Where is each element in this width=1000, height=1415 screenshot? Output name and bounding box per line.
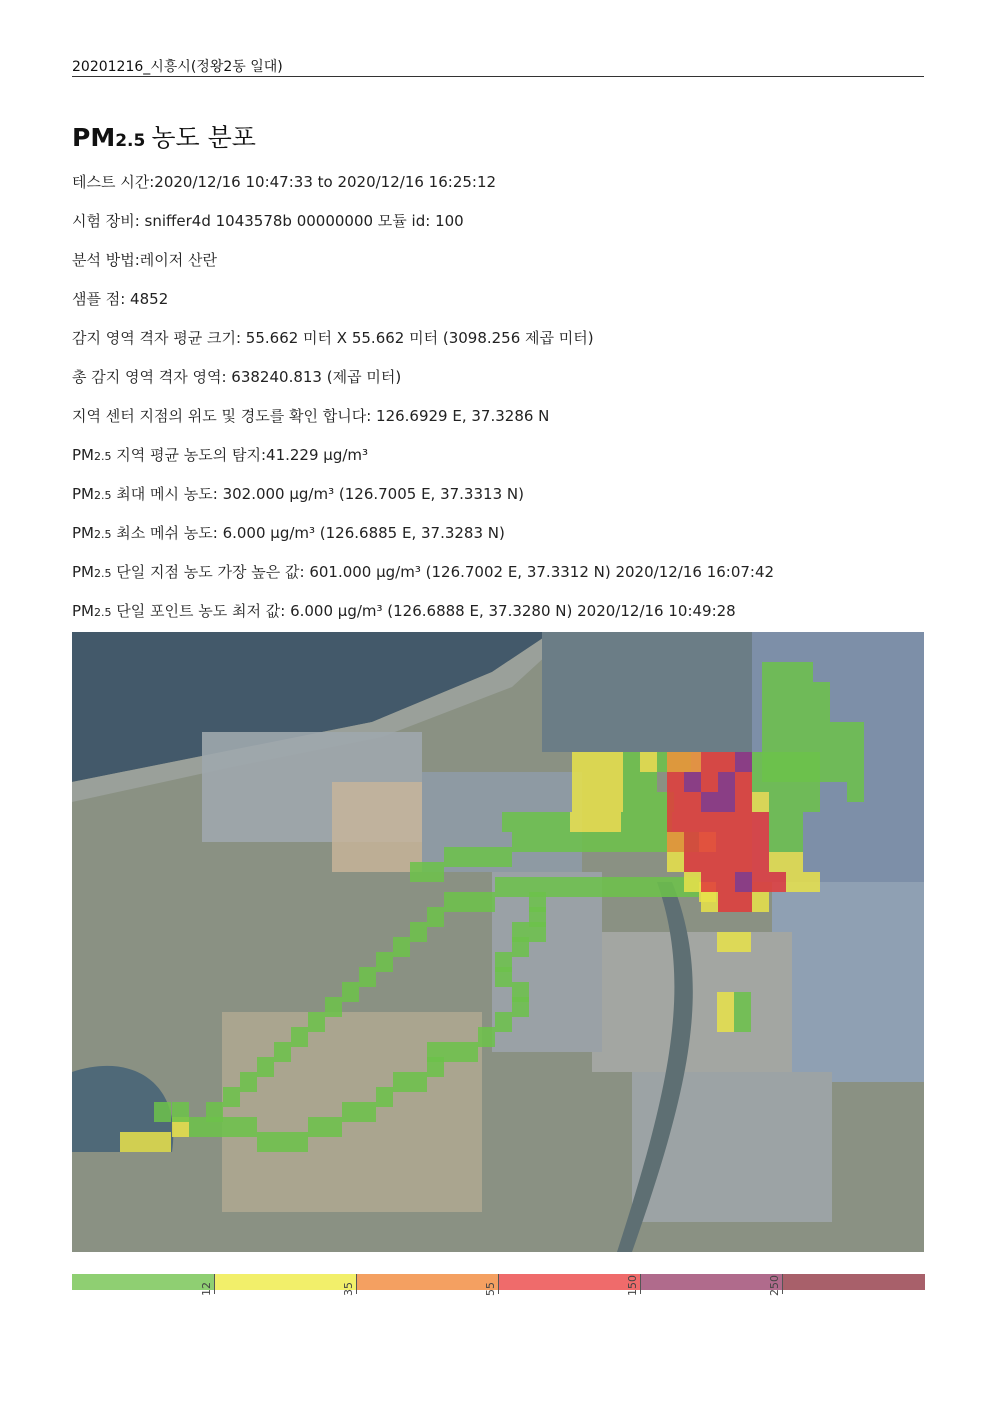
heatmap-cell bbox=[701, 792, 718, 812]
info-test-time: 테스트 시간:2020/12/16 10:47:33 to 2020/12/16 16:25:12 bbox=[72, 173, 497, 191]
info-grid-size: 감지 영역 격자 평균 크기: 55.662 미터 X 55.662 미터 (3098.256 제곱 미터) bbox=[72, 329, 594, 347]
heatmap-cell bbox=[342, 1102, 359, 1122]
heatmap-cell bbox=[667, 812, 684, 832]
heatmap-cell bbox=[735, 752, 752, 772]
heatmap-cell bbox=[786, 872, 803, 892]
heatmap-cell bbox=[847, 782, 864, 802]
heatmap-cell bbox=[752, 872, 769, 892]
scale-segment bbox=[640, 1274, 783, 1290]
heatmap-cell bbox=[667, 792, 684, 812]
heatmap-cell bbox=[546, 877, 563, 897]
heatmap-cell bbox=[779, 722, 796, 742]
info-max-point: PM2.5 단일 지점 농도 가장 높은 값: 601.000 μg/m³ (126.7002 E, 37.3312 N) 2020/12/16 16:07:42 bbox=[72, 563, 775, 581]
scale-segment bbox=[498, 1274, 641, 1290]
heatmap-cell bbox=[769, 852, 786, 872]
heatmap-cell bbox=[291, 1027, 308, 1047]
heatmap-cell bbox=[796, 662, 813, 682]
heatmap-cell bbox=[589, 752, 606, 772]
heatmap-cell bbox=[461, 892, 478, 912]
heatmap-cell bbox=[813, 742, 830, 762]
heatmap-cell bbox=[325, 1117, 342, 1137]
heatmap-cell bbox=[623, 772, 640, 792]
scale-tick bbox=[356, 1274, 357, 1294]
heatmap-cell bbox=[718, 772, 735, 792]
heatmap-cell bbox=[830, 722, 847, 742]
heatmap-cell bbox=[570, 812, 587, 832]
heatmap-cell bbox=[589, 772, 606, 792]
info-lines bbox=[72, 172, 932, 640]
heatmap-cell bbox=[803, 792, 820, 812]
info-max-grid: PM2.5 최대 메시 농도: 302.000 μg/m³ (126.7005 E, 37.3313 N) bbox=[72, 485, 524, 503]
heatmap-cell bbox=[325, 997, 342, 1017]
heatmap-cell bbox=[665, 877, 682, 897]
heatmap-cell bbox=[796, 762, 813, 782]
heatmap-cell bbox=[762, 742, 779, 762]
scale-tick-label: 150 bbox=[626, 1275, 639, 1296]
heatmap-cell bbox=[614, 877, 631, 897]
scale-tick bbox=[498, 1274, 499, 1294]
heatmap-cell bbox=[667, 752, 684, 772]
scale-tick bbox=[640, 1274, 641, 1294]
heatmap-cell bbox=[587, 812, 604, 832]
heatmap-cell bbox=[718, 852, 735, 872]
heatmap-cell bbox=[461, 847, 478, 867]
heatmap-cell bbox=[701, 832, 718, 852]
scale-tick bbox=[214, 1274, 215, 1294]
heatmap-cell bbox=[701, 812, 718, 832]
heatmap-cell bbox=[444, 847, 461, 867]
heatmap-cell bbox=[762, 702, 779, 722]
scale-segment bbox=[782, 1274, 925, 1290]
heatmap-cell bbox=[684, 772, 701, 792]
heatmap-cell bbox=[735, 772, 752, 792]
heatmap-cell bbox=[717, 1012, 734, 1032]
heatmap-cell bbox=[257, 1132, 274, 1152]
heatmap-cell bbox=[734, 932, 751, 952]
heatmap-cell bbox=[580, 832, 597, 852]
info-min-point: PM2.5 단일 포인트 농도 최저 값: 6.000 μg/m³ (126.6888 E, 37.3280 N) 2020/12/16 10:49:28 bbox=[72, 602, 736, 620]
heatmap-cell bbox=[779, 702, 796, 722]
heatmap-cell bbox=[813, 762, 830, 782]
heatmap-cell bbox=[274, 1132, 291, 1152]
title-pm: PM bbox=[72, 123, 116, 152]
heatmap-cell bbox=[735, 892, 752, 912]
heatmap-cell bbox=[796, 722, 813, 742]
info-min-grid: PM2.5 최소 메쉬 농도: 6.000 μg/m³ (126.6885 E, 37.3283 N) bbox=[72, 524, 505, 542]
heatmap-cell bbox=[606, 772, 623, 792]
heatmap-cell bbox=[718, 752, 735, 772]
heatmap-cell bbox=[735, 872, 752, 892]
heatmap-cell bbox=[684, 752, 701, 772]
heatmap-cell bbox=[667, 852, 684, 872]
scale-tick bbox=[782, 1274, 783, 1294]
heatmap-cell bbox=[478, 847, 495, 867]
heatmap-cell bbox=[796, 682, 813, 702]
heatmap-cell bbox=[701, 752, 718, 772]
page-header: 20201216_시흥시(정왕2동 일대) bbox=[72, 60, 924, 77]
heatmap-cell bbox=[606, 792, 623, 812]
heatmap-cell bbox=[631, 877, 648, 897]
heatmap-cell bbox=[410, 922, 427, 942]
heatmap-cell bbox=[621, 812, 638, 832]
heatmap-cell bbox=[512, 922, 529, 942]
heatmap-cell bbox=[786, 812, 803, 832]
heatmap-cell bbox=[223, 1117, 240, 1137]
heatmap-cell bbox=[410, 862, 427, 882]
heatmap-cell bbox=[427, 1042, 444, 1062]
heatmap-cell bbox=[640, 792, 657, 812]
scale-segment bbox=[214, 1274, 357, 1290]
heatmap-cell bbox=[796, 702, 813, 722]
heatmap-cell bbox=[762, 722, 779, 742]
heatmap-cell bbox=[735, 792, 752, 812]
info-total-area: 총 감지 영역 격자 영역: 638240.813 (제곱 미터) bbox=[72, 368, 402, 386]
heatmap-cell bbox=[769, 792, 786, 812]
heatmap-cell bbox=[495, 877, 512, 897]
heatmap-cell bbox=[308, 1012, 325, 1032]
heatmap-cell bbox=[769, 832, 786, 852]
heatmap-cell bbox=[786, 852, 803, 872]
heatmap-cell bbox=[847, 762, 864, 782]
satellite-heatmap bbox=[72, 632, 924, 1252]
heatmap-cell bbox=[640, 772, 657, 792]
heatmap-cell bbox=[752, 812, 769, 832]
heatmap-cell bbox=[735, 832, 752, 852]
heatmap-cell bbox=[495, 952, 512, 972]
heatmap-cell bbox=[495, 1012, 512, 1032]
heatmap-cell bbox=[648, 877, 665, 897]
heatmap-cell bbox=[614, 832, 631, 852]
heatmap-cell bbox=[752, 792, 769, 812]
heatmap-cell bbox=[291, 1132, 308, 1152]
info-equipment: 시험 장비: sniffer4d 1043578b 00000000 모듈 id: 100 bbox=[72, 212, 464, 230]
heatmap-cell bbox=[717, 992, 734, 1012]
heatmap-cell bbox=[701, 872, 718, 892]
heatmap-cell bbox=[393, 937, 410, 957]
heatmap-cell bbox=[684, 812, 701, 832]
heatmap-cell bbox=[718, 892, 735, 912]
heatmap-cell bbox=[257, 1057, 274, 1077]
info-average: PM2.5 지역 평균 농도의 탐지:41.229 μg/m³ bbox=[72, 446, 369, 464]
heatmap-cell bbox=[752, 832, 769, 852]
heatmap-cell bbox=[572, 772, 589, 792]
color-scale bbox=[72, 1274, 924, 1296]
heatmap-cell bbox=[342, 982, 359, 1002]
heatmap-cell bbox=[563, 832, 580, 852]
heatmap-cell bbox=[172, 1102, 189, 1122]
heatmap-cell bbox=[444, 892, 461, 912]
heatmap-cell bbox=[444, 1042, 461, 1062]
heatmap-cell bbox=[597, 877, 614, 897]
heatmap-cell bbox=[684, 792, 701, 812]
heatmap-cell bbox=[762, 682, 779, 702]
heatmap-cell bbox=[830, 762, 847, 782]
heatmap-cell bbox=[223, 1087, 240, 1107]
heatmap-cell bbox=[762, 662, 779, 682]
heatmap-cell bbox=[667, 772, 684, 792]
heatmap-cell bbox=[701, 772, 718, 792]
heatmap-cell bbox=[376, 952, 393, 972]
title-subscript: 2.5 bbox=[115, 131, 146, 151]
heatmap-cell bbox=[393, 1072, 410, 1092]
heatmap-cell bbox=[519, 812, 536, 832]
heatmap-cell bbox=[847, 742, 864, 762]
heatmap-cell bbox=[667, 832, 684, 852]
heatmap-cell bbox=[512, 982, 529, 1002]
heatmap-cell bbox=[752, 892, 769, 912]
heatmap-cell bbox=[718, 872, 735, 892]
heatmap-cell bbox=[572, 752, 589, 772]
heatmap-cell bbox=[830, 742, 847, 762]
heatmap-cell bbox=[717, 932, 734, 952]
heatmap-cell bbox=[580, 877, 597, 897]
heatmap-cell bbox=[769, 872, 786, 892]
heatmap-cell bbox=[512, 832, 529, 852]
heatmap-cell bbox=[376, 1087, 393, 1107]
heatmap-cell bbox=[274, 1042, 291, 1062]
heatmap-cell bbox=[461, 1042, 478, 1062]
heatmap-cell bbox=[648, 832, 665, 852]
heatmap-cell bbox=[589, 792, 606, 812]
title-korean: 농도 분포 bbox=[151, 123, 256, 152]
heatmap-cell bbox=[308, 1117, 325, 1137]
page-title bbox=[72, 118, 256, 154]
info-samples: 샘플 점: 4852 bbox=[72, 290, 169, 308]
heatmap-cell bbox=[553, 812, 570, 832]
scale-tick-label: 35 bbox=[342, 1282, 355, 1296]
heatmap-cell bbox=[718, 812, 735, 832]
scale-tick-label: 55 bbox=[484, 1282, 497, 1296]
heatmap-cell bbox=[546, 832, 563, 852]
heatmap-cell bbox=[154, 1102, 171, 1122]
heatmap-cell bbox=[779, 742, 796, 762]
heatmap-cell bbox=[638, 812, 655, 832]
heatmap-cell bbox=[427, 907, 444, 927]
heatmap-cell bbox=[478, 1027, 495, 1047]
heatmap-cell bbox=[734, 992, 751, 1012]
heatmap-cell bbox=[786, 832, 803, 852]
heatmap-cell bbox=[735, 812, 752, 832]
heatmap-cell bbox=[684, 852, 701, 872]
heatmap-cell bbox=[189, 1117, 206, 1137]
heatmap-cell bbox=[813, 682, 830, 702]
heatmap-cell bbox=[796, 742, 813, 762]
scale-tick-label: 250 bbox=[768, 1275, 781, 1296]
heatmap-cell bbox=[762, 762, 779, 782]
heatmap-cell bbox=[623, 792, 640, 812]
heatmap-cell bbox=[735, 852, 752, 872]
scale-segment bbox=[72, 1274, 215, 1290]
heatmap-cell bbox=[359, 967, 376, 987]
heatmap-cell bbox=[779, 682, 796, 702]
heatmap-cell bbox=[779, 762, 796, 782]
info-method: 분석 방법:레이저 산란 bbox=[72, 251, 218, 269]
heatmap-cell bbox=[847, 722, 864, 742]
heatmap-cell bbox=[597, 832, 614, 852]
heatmap-cell bbox=[701, 852, 718, 872]
heatmap-cell bbox=[410, 1072, 427, 1092]
heatmap-cell bbox=[606, 752, 623, 772]
heatmap-cell bbox=[701, 892, 718, 912]
heatmap-cell bbox=[684, 832, 701, 852]
heatmap-cell bbox=[734, 1012, 751, 1032]
heatmap-cell bbox=[684, 872, 701, 892]
heatmap-cell bbox=[813, 702, 830, 722]
heatmap-cell bbox=[512, 877, 529, 897]
info-center: 지역 센터 지점의 위도 및 경도를 확인 합니다: 126.6929 E, 37.3286 N bbox=[72, 407, 550, 425]
heatmap-cell bbox=[752, 852, 769, 872]
heatmap-cell bbox=[120, 1132, 137, 1152]
heatmap-cell bbox=[813, 722, 830, 742]
heatmap-cell bbox=[529, 877, 546, 897]
heatmap-cell bbox=[604, 812, 621, 832]
heatmap-cell bbox=[359, 1102, 376, 1122]
heatmap-cell bbox=[786, 792, 803, 812]
heatmap-cell bbox=[803, 872, 820, 892]
heatmap-cell bbox=[563, 877, 580, 897]
heatmap-cell bbox=[640, 752, 657, 772]
heatmap-cell bbox=[154, 1132, 171, 1152]
heatmap-cell bbox=[718, 792, 735, 812]
heatmap-cell bbox=[206, 1102, 223, 1122]
heatmap-cell bbox=[623, 752, 640, 772]
heatmap-cell bbox=[779, 662, 796, 682]
heatmap-svg bbox=[72, 632, 924, 1252]
heatmap-cell bbox=[427, 862, 444, 882]
heatmap-cell bbox=[536, 812, 553, 832]
heatmap-cell bbox=[240, 1117, 257, 1137]
heatmap-cell bbox=[137, 1132, 154, 1152]
heatmap-cell bbox=[718, 832, 735, 852]
heatmap-cell bbox=[769, 812, 786, 832]
heatmap-cell bbox=[572, 792, 589, 812]
heatmap-cell bbox=[495, 847, 512, 867]
scale-tick-label: 12 bbox=[200, 1282, 213, 1296]
heatmap-cell bbox=[240, 1072, 257, 1092]
heatmap-cell bbox=[631, 832, 648, 852]
scale-segment bbox=[356, 1274, 499, 1290]
heatmap-cell bbox=[502, 812, 519, 832]
heatmap-cell bbox=[529, 832, 546, 852]
heatmap-cell bbox=[478, 892, 495, 912]
